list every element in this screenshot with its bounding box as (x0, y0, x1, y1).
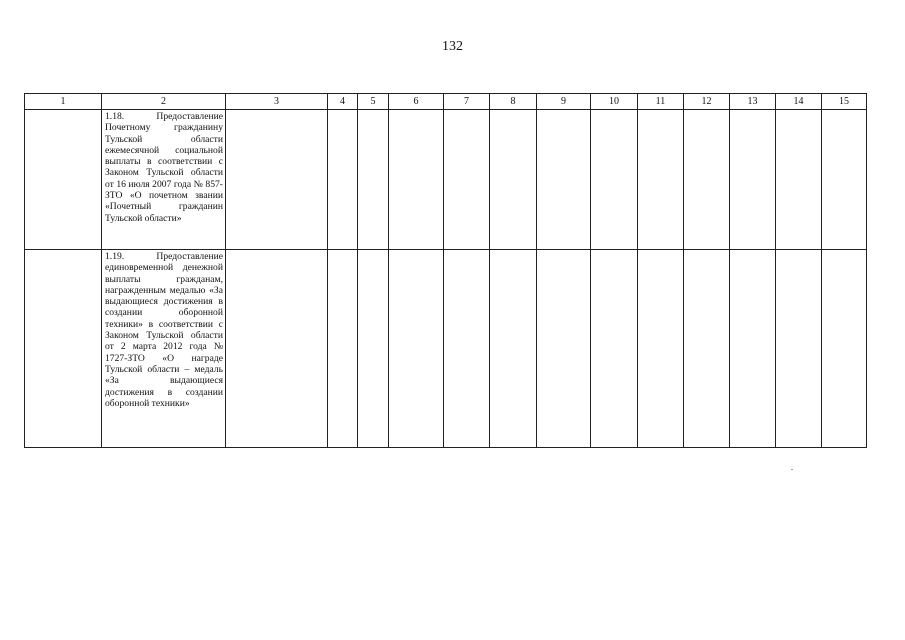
column-header: 1 (25, 94, 102, 110)
table-cell (328, 110, 358, 250)
column-header: 15 (822, 94, 867, 110)
table-cell (822, 110, 867, 250)
table-cell (638, 250, 684, 448)
column-header: 10 (591, 94, 638, 110)
column-header: 5 (358, 94, 389, 110)
table-cell (389, 250, 444, 448)
column-header: 11 (638, 94, 684, 110)
row-description: 1.18. Предоставление Почетному гражданину Тульской области ежемесячной социальной выплаты в соответствии с Законом Тульской области от 16 июля 2007 года № 857-ЗТО «О почетном звании «Почетный гражданин Тульской области» (102, 110, 226, 250)
column-header: 2 (102, 94, 226, 110)
header-row (25, 94, 867, 110)
table-cell (822, 250, 867, 448)
table-cell (358, 250, 389, 448)
table-cell (25, 110, 102, 250)
table-cell (444, 110, 490, 250)
column-header: 4 (328, 94, 358, 110)
row-description: 1.19. Предоставление единовременной денежной выплаты гражданам, награжденным медалью «За выдающиеся достижения в создании оборонной техники» в соответствии с Законом Тульской области от 2 марта 2012 года № 1727-ЗТО «О награде Тульской области – медаль «За выдающиеся достижения в создании оборонной техники» (102, 250, 226, 448)
column-header: 8 (490, 94, 537, 110)
table-row (25, 110, 867, 250)
table-cell (328, 250, 358, 448)
table-cell (358, 110, 389, 250)
table-cell (25, 250, 102, 448)
table-cell (591, 110, 638, 250)
table-cell (226, 110, 328, 250)
table-cell (226, 250, 328, 448)
column-header: 12 (684, 94, 730, 110)
table-cell (389, 110, 444, 250)
column-header: 6 (389, 94, 444, 110)
table-cell (638, 110, 684, 250)
table-cell (730, 250, 776, 448)
table-cell (490, 250, 537, 448)
table-cell (537, 250, 591, 448)
table-cell (490, 110, 537, 250)
table-cell (684, 250, 730, 448)
table-cell (591, 250, 638, 448)
table-cell (776, 250, 822, 448)
table-cell (444, 250, 490, 448)
table-row (25, 250, 867, 448)
table-cell (776, 110, 822, 250)
scan-speck (791, 469, 793, 470)
data-table (24, 93, 867, 448)
column-header: 13 (730, 94, 776, 110)
table-cell (684, 110, 730, 250)
column-header: 9 (537, 94, 591, 110)
column-header: 14 (776, 94, 822, 110)
column-header: 7 (444, 94, 490, 110)
table-cell (730, 110, 776, 250)
page-number: 132 (442, 39, 463, 54)
table-cell (537, 110, 591, 250)
column-header: 3 (226, 94, 328, 110)
